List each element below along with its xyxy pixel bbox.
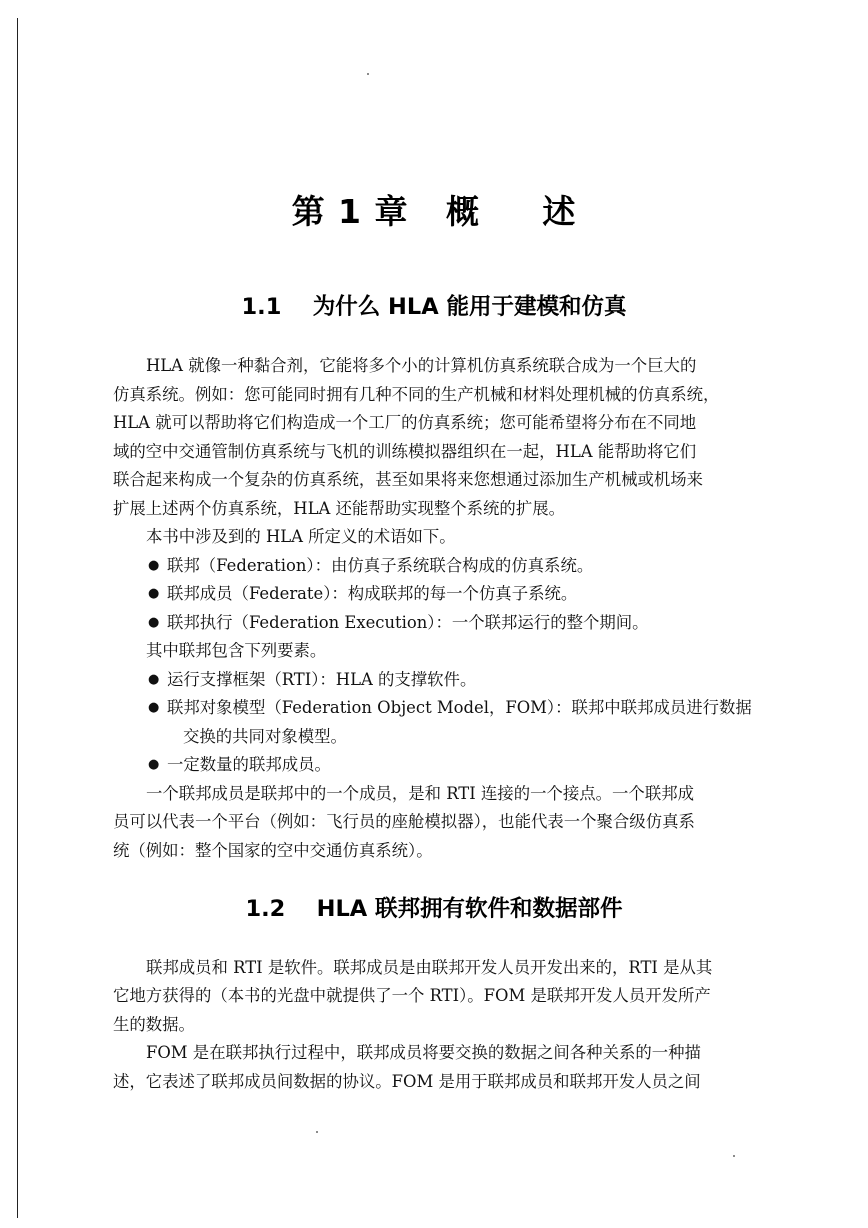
element-item: 联邦对象模型（Federation Object Model，FOM）：联邦中联邦成员进行数据 xyxy=(167,698,752,717)
paragraph-line: FOM 是在联邦执行过程中，联邦成员将要交换的数据之间各种关系的一种描 xyxy=(146,1043,701,1062)
bullet-icon: ● xyxy=(148,672,160,687)
element-item-continuation: 交换的共同对象模型。 xyxy=(183,727,347,746)
paragraph-line: 它地方获得的（本书的光盘中就提供了一个 RTI）。FOM 是联邦开发人员开发所产 xyxy=(113,986,711,1005)
paragraph-line: HLA 就可以帮助将它们构造成一个工厂的仿真系统；您可能希望将分布在不同地 xyxy=(113,413,697,432)
chapter-title: 第 1 章 概 述 xyxy=(291,192,577,231)
paragraph-line: 联合起来构成一个复杂的仿真系统，甚至如果将来您想通过添加生产机械或机场来 xyxy=(113,470,704,489)
element-item: 运行支撑框架（RTI）：HLA 的支撑软件。 xyxy=(167,670,477,689)
paragraph-line: 仿真系统。例如：您可能同时拥有几种不同的生产机械和材料处理机械的仿真系统， xyxy=(113,385,720,404)
section-title: 1.2 HLA 联邦拥有软件和数据部件 xyxy=(245,896,623,922)
term-item: 联邦成员（Federate）：构成联邦的每一个仿真子系统。 xyxy=(167,584,578,603)
bullet-icon: ● xyxy=(148,757,160,772)
elements-intro: 其中联邦包含下列要素。 xyxy=(146,641,327,660)
paragraph-line: 统（例如：整个国家的空中交通仿真系统）。 xyxy=(113,841,433,860)
paragraph-line: 员可以代表一个平台（例如：飞行员的座舱模拟器），也能代表一个聚合级仿真系 xyxy=(113,812,695,831)
section-title: 1.1 为什么 HLA 能用于建模和仿真 xyxy=(241,294,627,320)
paragraph-line: 述，它表述了联邦成员间数据的协议。FOM 是用于联邦成员和联邦开发人员之间 xyxy=(113,1072,701,1091)
bullet-icon: ● xyxy=(148,700,160,715)
bullet-icon: ● xyxy=(148,586,160,601)
paragraph-line: 生的数据。 xyxy=(113,1015,195,1034)
term-item: 联邦执行（Federation Execution）：一个联邦运行的整个期间。 xyxy=(167,613,649,632)
scan-speck xyxy=(367,73,369,75)
term-item: 联邦（Federation）：由仿真子系统联合构成的仿真系统。 xyxy=(167,556,594,575)
paragraph-line: HLA 就像一种黏合剂，它能将多个小的计算机仿真系统联合成为一个巨大的 xyxy=(146,356,697,375)
scan-speck xyxy=(733,1155,735,1157)
paragraph-line: 一个联邦成员是联邦中的一个成员，是和 RTI 连接的一个接点。一个联邦成 xyxy=(146,784,694,803)
bullet-icon: ● xyxy=(148,558,160,573)
scan-speck xyxy=(316,1131,318,1133)
paragraph-line: 联邦成员和 RTI 是软件。联邦成员是由联邦开发人员开发出来的，RTI 是从其 xyxy=(146,958,713,977)
element-item: 一定数量的联邦成员。 xyxy=(167,755,331,774)
terms-intro: 本书中涉及到的 HLA 所定义的术语如下。 xyxy=(146,527,456,546)
paragraph-line: 域的空中交通管制仿真系统与飞机的训练模拟器组织在一起，HLA 能帮助将它们 xyxy=(113,442,697,461)
bullet-icon: ● xyxy=(148,615,160,630)
paragraph-line: 扩展上述两个仿真系统，HLA 还能帮助实现整个系统的扩展。 xyxy=(113,499,565,518)
